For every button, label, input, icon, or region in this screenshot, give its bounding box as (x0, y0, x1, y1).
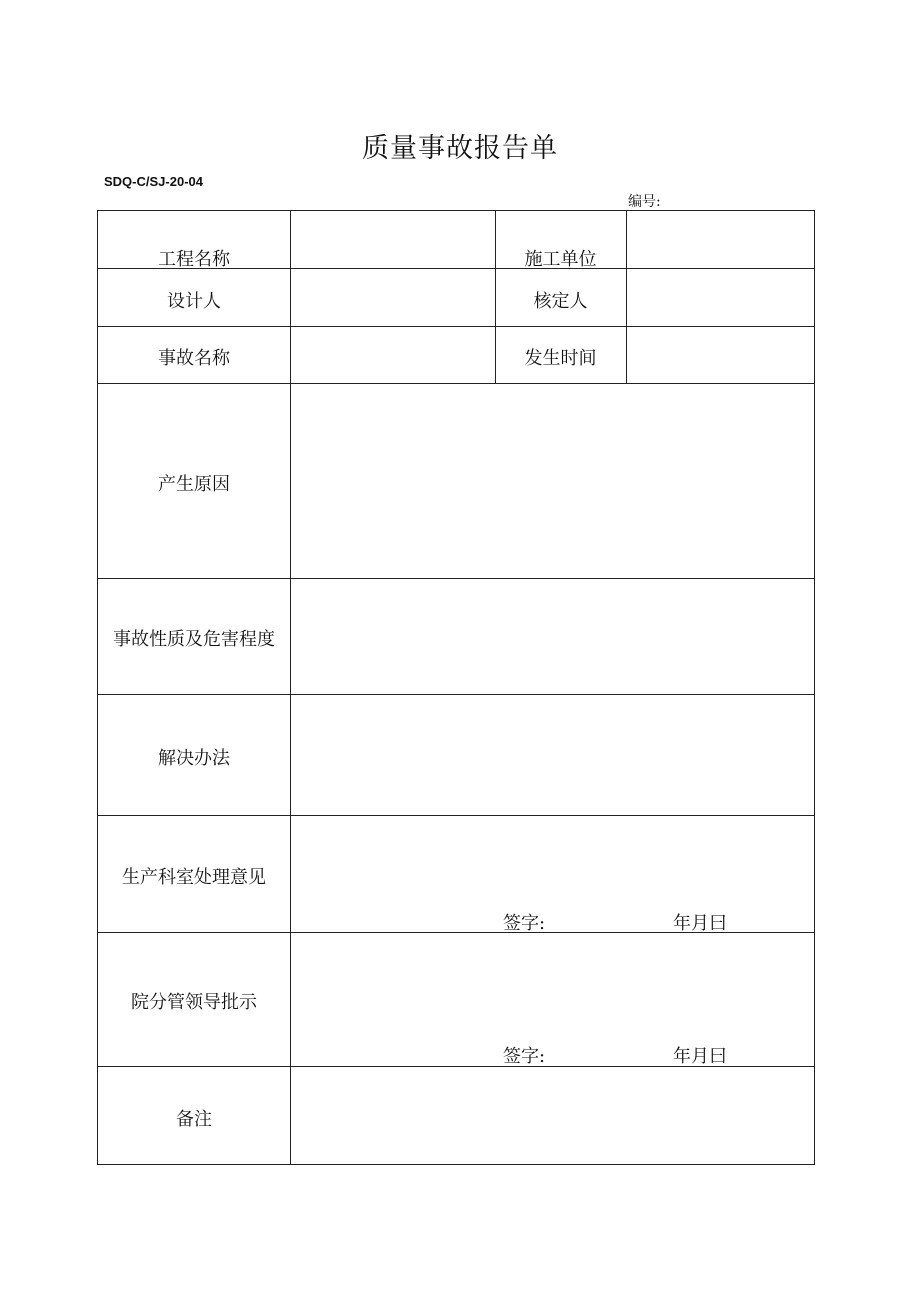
designer-field[interactable] (291, 269, 495, 326)
verifier-label: 核定人 (533, 291, 588, 312)
project-name-label: 工程名称 (158, 249, 230, 270)
form-title: 质量事故报告单 (362, 133, 558, 164)
cause-field[interactable] (291, 384, 814, 578)
serial-number-label: 编号: (628, 194, 661, 210)
leader-approval-label: 院分管领导批示 (131, 992, 257, 1013)
leader-date-label: 年月曰 (673, 1046, 727, 1067)
report-table (97, 210, 815, 1165)
remarks-label: 备注 (176, 1109, 212, 1130)
verifier-field[interactable] (627, 269, 814, 326)
nature-harm-field[interactable] (291, 579, 814, 694)
document-code: SDQ-C/SJ-20-04 (104, 174, 203, 189)
leader-signature-label: 签字: (503, 1046, 546, 1067)
accident-name-label: 事故名称 (158, 348, 230, 369)
construction-unit-label: 施工单位 (524, 249, 597, 270)
occurrence-time-field[interactable] (627, 327, 814, 383)
accident-name-field[interactable] (291, 327, 495, 383)
production-opinion-label: 生产科室处理意见 (122, 867, 266, 888)
cause-label: 产生原因 (158, 474, 230, 495)
leader-approval-field[interactable] (291, 933, 814, 1018)
designer-label: 设计人 (167, 291, 221, 312)
solution-field[interactable] (291, 695, 814, 815)
solution-label: 解决办法 (158, 748, 230, 769)
production-signature-label: 签字: (503, 913, 546, 934)
nature-harm-label: 事故性质及危害程度 (113, 629, 275, 650)
production-opinion-field[interactable] (291, 816, 814, 886)
construction-unit-field[interactable] (627, 212, 814, 268)
occurrence-time-label: 发生时间 (524, 348, 597, 369)
remarks-field[interactable] (291, 1067, 814, 1164)
production-date-label: 年月曰 (673, 913, 727, 934)
project-name-field[interactable] (291, 212, 495, 268)
